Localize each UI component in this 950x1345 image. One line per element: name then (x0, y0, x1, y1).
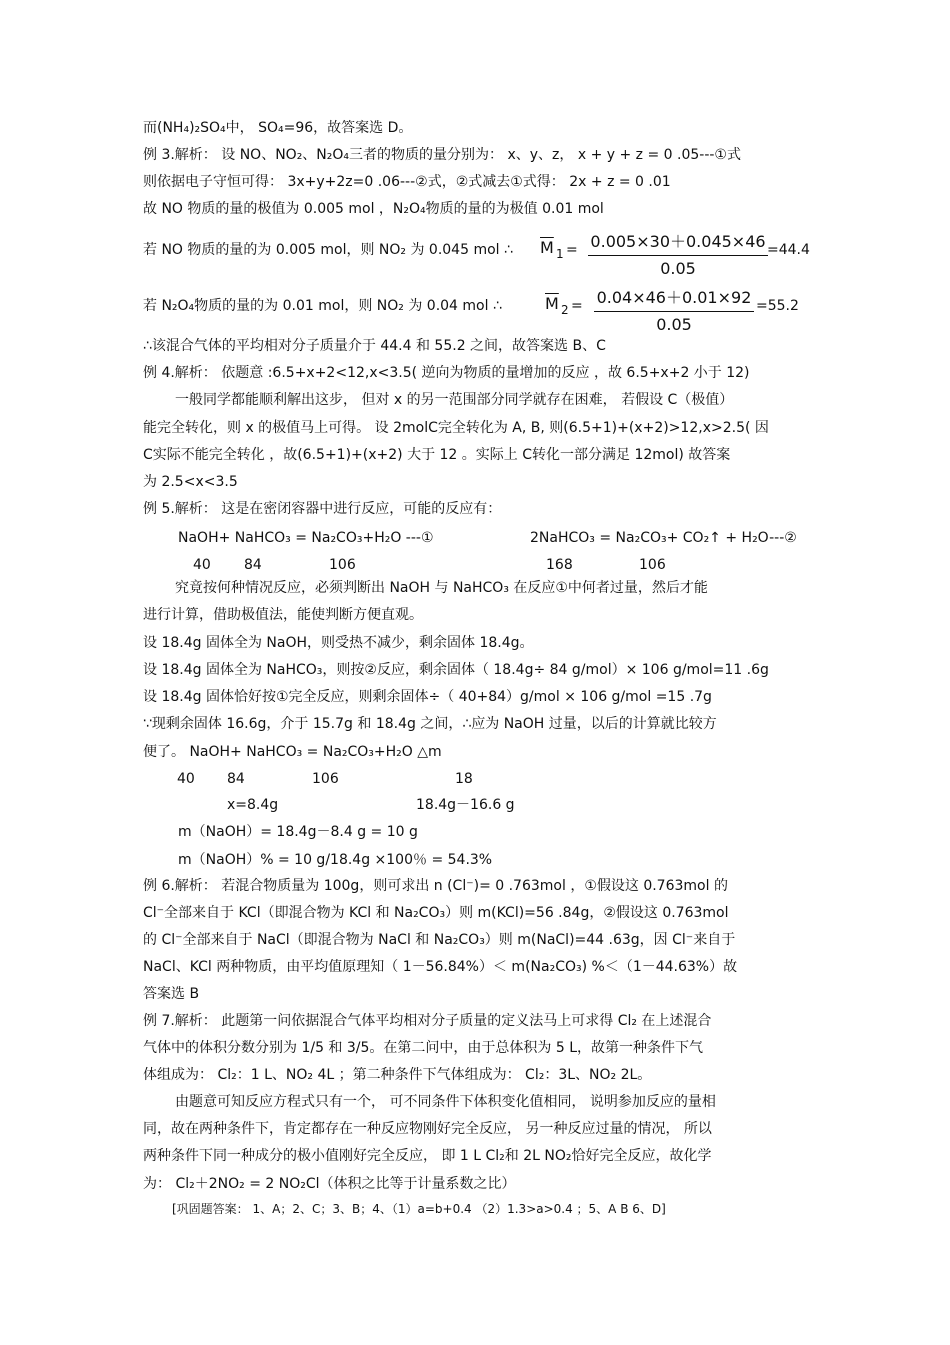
text-line: 进行计算，借助极值法，能使判断方便直观。 (143, 607, 423, 623)
text-line: 体组成为： Cl₂：1 L、NO₂ 4L ；第二种条件下气体组成为： Cl₂：3L、NO₂ 2L。 (143, 1067, 652, 1083)
text-line: 为 2.5<x<3.5 (143, 474, 238, 490)
text-line: 例 4.解析： 依题意 :6.5+x+2<12,x<3.5( 逆向为物质的量增加的反应 ，故 6.5+x+2 小于 12) (143, 365, 750, 381)
fraction-bar (594, 311, 754, 312)
text-line: 故 NO 物质的量的极值为 0.005 mol ，N₂O₄物质的量的为极值 0.01 mol (143, 201, 604, 217)
fraction (594, 285, 754, 334)
calc-value: x=8.4g (227, 797, 279, 813)
text-line: 若 N₂O₄物质的量的为 0.01 mol，则 NO₂ 为 0.04 mol ∴ (143, 298, 502, 314)
text-line: 的 Cl⁻全部来自于 NaCl（即混合物为 NaCl 和 Na₂CO₃）则 m(NaCl)=44 .63g，因 Cl⁻来自于 (143, 932, 736, 948)
mean-symbol: $\overline{M}$ (540, 238, 554, 257)
text-line: 设 18.4g 固体全为 NaHCO₃，则按②反应，剩余固体（ 18.4g÷ 84 g/mol）× 106 g/mol=11 .6g (143, 662, 769, 678)
fraction-numerator: 0.005×30＋0.045×46 (590, 232, 766, 251)
text-line: 例 3.解析： 设 NO、NO₂、N₂O₄三者的物质的量分别为： x、y、z， x + y + z = 0 .05---①式 (143, 147, 741, 163)
fraction-bar (588, 255, 768, 256)
formula-result: =44.4 (767, 242, 810, 258)
formula-result: =55.2 (756, 298, 799, 314)
calc-value: 18.4g－16.6 g (416, 797, 515, 813)
fraction-denominator: 0.05 (656, 315, 692, 334)
fraction (588, 229, 768, 278)
text-line: C实际不能完全转化 ，故(6.5+1)+(x+2) 大于 12 。实际上 C转化一部分满足 12mol) 故答案 (143, 447, 731, 463)
text-line: 例 6.解析： 若混合物质量为 100g，则可求出 n (Cl⁻)= 0 .763mol ，①假设这 0.763mol 的 (143, 878, 728, 894)
text-line: Cl⁻全部来自于 KCl（即混合物为 KCl 和 Na₂CO₃）则 m(KCl)=56 .84g，②假设这 0.763mol (143, 905, 729, 921)
mean-subscript: 2 (561, 303, 569, 317)
text-line: m（NaOH）% = 10 g/18.4g ×100％ = 54.3% (178, 852, 493, 868)
text-line: 两种条件下同一种成分的极小值刚好完全反应， 即 1 L Cl₂和 2L NO₂恰好完全反应，故化学 (143, 1148, 712, 1164)
text-line: m（NaOH）= 18.4g－8.4 g = 10 g (178, 824, 418, 840)
reaction-equation-2: 2NaHCO₃ = Na₂CO₃+ CO₂↑ + H₂O---② (530, 530, 797, 546)
text-line: 气体中的体积分数分别为 1/5 和 3/5。在第二问中，由于总体积为 5 L，故第一种条件下气 (143, 1040, 704, 1056)
molar-mass: 40 (193, 557, 211, 573)
text-line: 由题意可知反应方程式只有一个， 可不同条件下体积变化值相同， 说明参加反应的量相 (175, 1094, 716, 1110)
text-line: 能完全转化，则 x 的极值马上可得。 设 2molC完全转化为 A, B, 则(6.5+1)+(x+2)>12,x>2.5( 因 (143, 420, 769, 436)
fraction-numerator: 0.04×46＋0.01×92 (596, 288, 752, 307)
molar-mass: 40 (177, 771, 195, 787)
text-line: 为： Cl₂＋2NO₂ = 2 NO₂Cl（体积之比等于计量系数之比） (143, 1176, 516, 1192)
molar-mass: 84 (244, 557, 262, 573)
reaction-equation-1: NaOH+ NaHCO₃ = Na₂CO₃+H₂O ---① (178, 530, 434, 546)
text-line: 答案选 B (143, 986, 200, 1002)
fraction-denominator: 0.05 (660, 259, 696, 278)
equals-sign: = (566, 242, 578, 258)
molar-mass: 84 (227, 771, 245, 787)
text-line: 例 5.解析： 这是在密闭容器中进行反应，可能的反应有： (143, 501, 502, 517)
text-line: 若 NO 物质的量的为 0.005 mol，则 NO₂ 为 0.045 mol ∴ (143, 242, 513, 258)
text-line: 一般同学都能顺利解出这步， 但对 x 的另一范围部分同学就存在困难， 若假设 C（极值） (175, 392, 734, 408)
molar-mass: 168 (546, 557, 573, 573)
text-line: 设 18.4g 固体恰好按①完全反应，则剩余固体÷（ 40+84）g/mol × 106 g/mol =15 .7g (143, 689, 712, 705)
answer-key: [巩固题答案： 1、A；2、C；3、B；4、（1）a=b+0.4 （2）1.3>a>0.4 ；5、A B 6、D] (172, 1202, 666, 1216)
text-line: 例 7.解析： 此题第一问依据混合气体平均相对分子质量的定义法马上可求得 Cl₂ 在上述混合 (143, 1013, 712, 1029)
mass-change: 18 (455, 771, 473, 787)
text-line: 究竟按何种情况反应，必须判断出 NaOH 与 NaHCO₃ 在反应①中何者过量，然后才能 (175, 580, 708, 596)
text-line: 同，故在两种条件下，肯定都存在一种反应物刚好完全反应， 另一种反应过量的情况， 所以 (143, 1121, 712, 1137)
text-line: ∴该混合气体的平均相对分子质量介于 44.4 和 55.2 之间，故答案选 B、C (143, 338, 606, 354)
text-line: 而(NH₄)₂SO₄中， SO₄=96，故答案选 D。 (143, 120, 413, 136)
equals-sign: = (571, 298, 583, 314)
mean-symbol: $\overline{M}$ (545, 294, 559, 313)
text-line: ∵现剩余固体 16.6g，介于 15.7g 和 18.4g 之间，∴应为 NaOH 过量，以后的计算就比较方 (143, 716, 717, 732)
text-line: 设 18.4g 固体全为 NaOH，则受热不减少，剩余固体 18.4g。 (143, 635, 534, 651)
molar-mass: 106 (329, 557, 356, 573)
text-line: NaCl、KCl 两种物质，由平均值原理知（ 1－56.84%）＜ m(Na₂CO₃) %＜（1－44.63%）故 (143, 959, 738, 975)
molar-mass: 106 (312, 771, 339, 787)
text-line: 则依据电子守恒可得： 3x+y+2z=0 .06---②式，②式减去①式得： 2x + z = 0 .01 (143, 174, 671, 190)
text-line: 便了。 NaOH+ NaHCO₃ = Na₂CO₃+H₂O △m (143, 744, 442, 760)
molar-mass: 106 (639, 557, 666, 573)
mean-subscript: 1 (556, 247, 564, 261)
